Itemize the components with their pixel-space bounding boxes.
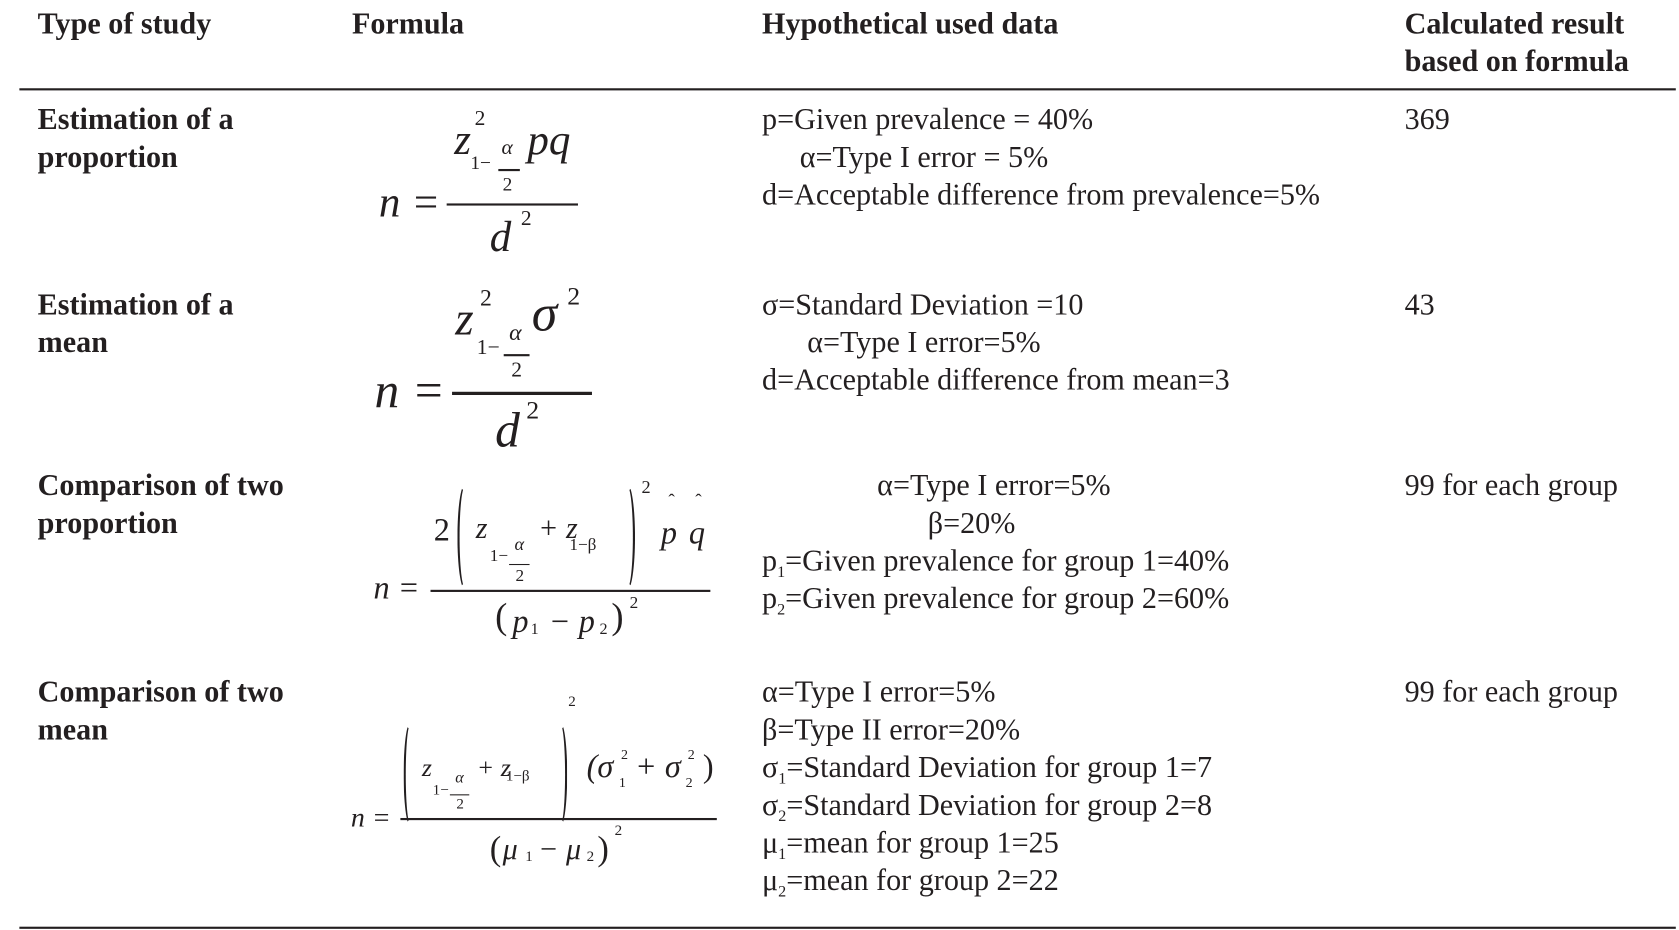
- header-result-line1: Calculated result: [1404, 7, 1625, 41]
- formula-sup: 2: [474, 106, 486, 131]
- data-line: [762, 542, 1229, 580]
- data-line: [762, 824, 1212, 862]
- formula-sub: 2: [685, 773, 693, 791]
- type-line: Estimation of a: [37, 103, 234, 137]
- data-line: d=Acceptable difference from mean=3: [762, 363, 1230, 398]
- data-line: [762, 580, 1229, 618]
- right-paren: [620, 484, 635, 589]
- symbol: p: [762, 544, 778, 578]
- formula-sub: α: [509, 318, 522, 346]
- formula-sup: 2: [480, 284, 492, 312]
- row-2-result: 43: [1404, 288, 1435, 322]
- formula-sub: 2: [511, 358, 523, 383]
- type-line: proportion: [37, 506, 178, 541]
- formula-sym: p: [660, 515, 677, 552]
- fraction-line: [450, 794, 469, 795]
- formula-sub: α: [455, 769, 464, 787]
- fraction-line: [447, 203, 578, 205]
- formula-sub: 1−β: [505, 768, 530, 785]
- formula-sub: 1−: [432, 782, 449, 799]
- formula-sub: 1−: [476, 335, 500, 360]
- type-line: Comparison of two: [37, 675, 284, 710]
- formula-sym: + z: [476, 754, 511, 783]
- formula-sub: 1−β: [569, 535, 597, 555]
- data-line: p=Given prevalence = 40%: [762, 103, 1094, 137]
- formula-sub: α: [514, 533, 525, 555]
- formula-sub: 2: [599, 621, 608, 639]
- formula-sym: z: [421, 754, 432, 783]
- row-3-data: [762, 467, 1229, 618]
- right-paren: [554, 723, 567, 825]
- formula-sub: 1−: [489, 546, 509, 566]
- row-3-result: 99 for each group: [1404, 469, 1618, 503]
- type-line: Estimation of a: [37, 288, 234, 322]
- subscript: 1: [778, 845, 787, 864]
- formula-sym: d: [495, 402, 520, 458]
- formula-sym: + σ: [635, 749, 681, 785]
- data-line: α=Type I error = 5%: [799, 140, 1049, 175]
- formula-sym: (σ: [586, 749, 614, 785]
- fraction-line: [504, 354, 530, 356]
- formula-sub: 2: [456, 796, 464, 813]
- formula-paren: (: [489, 828, 502, 868]
- type-line: proportion: [37, 140, 178, 175]
- hat-accent: ˆ: [668, 489, 675, 512]
- symbol: μ: [762, 826, 779, 860]
- row-1-data: [762, 101, 1320, 214]
- left-paren: [404, 723, 417, 825]
- data-text: =mean for group 2=22: [786, 864, 1059, 898]
- type-line: mean: [37, 713, 108, 747]
- data-line: α=Type I error=5%: [877, 469, 1111, 503]
- formula-sup: 2: [641, 476, 651, 498]
- data-text: =mean for group 1=25: [786, 826, 1059, 860]
- data-text: =Standard Deviation for group 1=7: [786, 751, 1213, 785]
- formula-sym: + z: [538, 512, 578, 546]
- formula-sym: p: [512, 603, 529, 640]
- formula-sym: 2: [433, 512, 450, 548]
- formula-lhs: n =: [378, 177, 441, 227]
- row-3-type: [38, 467, 284, 542]
- row-1-result: 369: [1404, 103, 1450, 137]
- subscript: 1: [778, 770, 787, 788]
- symbol: σ: [762, 751, 779, 785]
- formula-sym: pq: [527, 115, 571, 164]
- header-result: [1405, 5, 1629, 80]
- formula-sym: σ: [531, 285, 558, 343]
- formula-sup: 2: [687, 745, 695, 763]
- formula-paren: ): [611, 597, 624, 638]
- type-line: mean: [37, 326, 108, 360]
- formula-sup: 2: [621, 745, 629, 763]
- formula-sub: 2: [502, 173, 513, 195]
- formula-sup: 2: [568, 694, 576, 711]
- formula-sub: 1: [530, 621, 539, 639]
- formula-sup: 2: [629, 594, 639, 613]
- data-text: =Given prevalence for group 2=60%: [785, 582, 1230, 616]
- data-line: α=Type I error=5%: [762, 675, 996, 710]
- data-text: =Given prevalence for group 1=40%: [785, 544, 1230, 578]
- formula-sub: 1: [618, 773, 626, 791]
- formula-sym: z: [475, 512, 488, 546]
- formula-sub: 2: [515, 567, 525, 586]
- left-paren: [457, 484, 472, 589]
- formula-paren: ): [702, 749, 714, 785]
- formula-sub: 1: [525, 849, 533, 866]
- formula-lhs: n =: [374, 362, 446, 418]
- symbol: p: [762, 582, 778, 616]
- fraction-line: [400, 818, 716, 820]
- subscript: 2: [778, 808, 787, 826]
- data-line: β=20%: [927, 506, 1016, 541]
- formula-sym: z: [454, 115, 471, 164]
- data-line: β=Type II error=20%: [762, 713, 1021, 747]
- row-2-data: [762, 286, 1230, 399]
- row-2-type: [38, 286, 234, 361]
- hat-accent: ˆ: [695, 489, 702, 512]
- data-line: [762, 749, 1212, 787]
- row-4-data: [762, 674, 1212, 900]
- formula-sup: 2: [520, 206, 532, 231]
- formula-lhs: n =: [350, 801, 391, 834]
- fraction-line: [498, 169, 520, 171]
- data-line: [762, 862, 1212, 900]
- data-line: d=Acceptable difference from prevalence=5%: [762, 178, 1321, 213]
- formula-sup: 2: [567, 283, 581, 312]
- symbol: σ: [762, 788, 779, 823]
- formula-sym: q: [688, 515, 705, 552]
- row-4-result: 99 for each group: [1404, 675, 1618, 710]
- data-line: [762, 787, 1212, 825]
- data-text: =Standard Deviation for group 2=8: [786, 788, 1213, 823]
- fraction-line: [431, 590, 711, 592]
- bottom-rule: [19, 927, 1675, 929]
- header-formula: Formula: [351, 7, 465, 41]
- formula-paren: (: [495, 597, 508, 638]
- formula-paren: ): [597, 828, 609, 868]
- formula-sup: 2: [614, 823, 623, 840]
- header-type-of-study: Type of study: [37, 7, 212, 41]
- fraction-line: [452, 392, 592, 395]
- subscript: 1: [777, 563, 786, 582]
- formula-sup: 2: [526, 397, 540, 426]
- header-rule: [19, 88, 1675, 90]
- header-hypothetical-data: Hypothetical used data: [762, 7, 1059, 41]
- formula-sym: z: [455, 292, 474, 346]
- type-line: Comparison of two: [37, 469, 284, 503]
- row-1-type: [38, 101, 234, 176]
- subscript: 2: [778, 883, 787, 901]
- formula-sym: μ: [502, 833, 518, 867]
- fraction-line: [509, 564, 529, 565]
- header-result-line2: based on formula: [1404, 45, 1629, 79]
- row-4-type: [38, 674, 284, 749]
- formula-sym: d: [489, 212, 512, 261]
- formula-sym: − μ: [538, 833, 582, 867]
- formula-sub: α: [501, 135, 513, 160]
- formula-sub: 2: [586, 849, 595, 866]
- formula-lhs: n =: [373, 570, 420, 606]
- formula-sub: 1−: [470, 151, 491, 174]
- symbol: μ: [762, 864, 779, 898]
- formula-sym: − p: [548, 603, 595, 640]
- data-line: α=Type I error=5%: [807, 326, 1041, 360]
- subscript: 2: [777, 601, 786, 619]
- data-line: σ=Standard Deviation =10: [762, 288, 1084, 322]
